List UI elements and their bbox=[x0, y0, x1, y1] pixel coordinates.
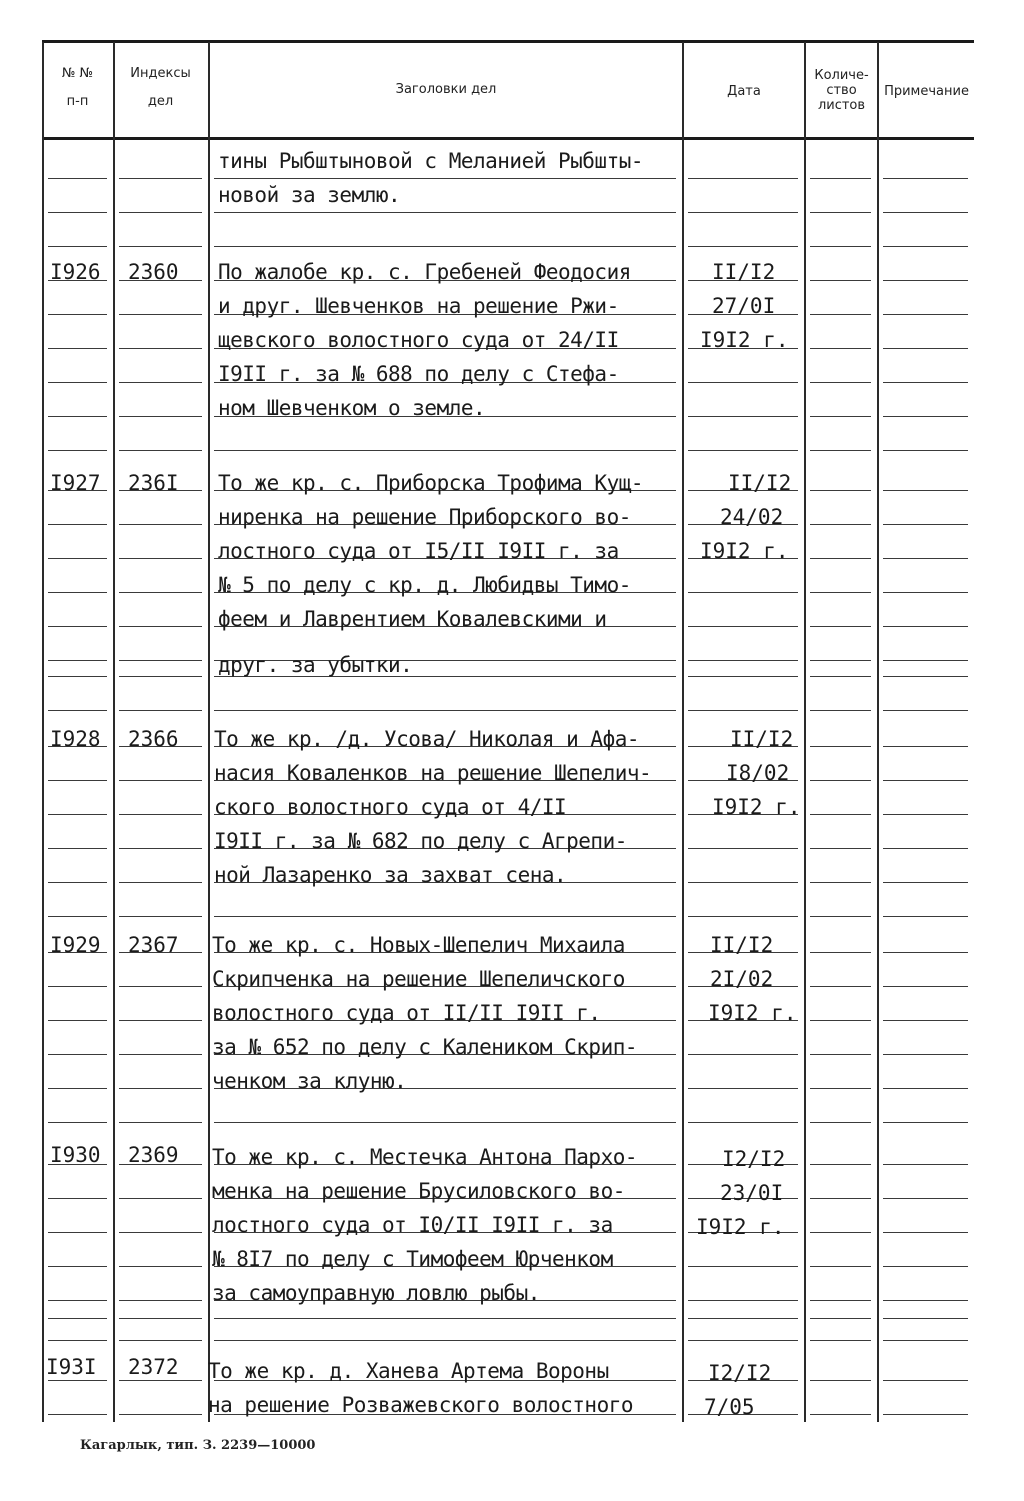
ruled-line bbox=[883, 1088, 968, 1089]
entry-line: То же кр. д. Ханева Артема Вороны bbox=[208, 1359, 609, 1383]
ruled-line bbox=[48, 524, 107, 525]
ruled-line bbox=[883, 1054, 968, 1055]
ruled-line bbox=[48, 314, 107, 315]
ruled-line bbox=[48, 1088, 107, 1089]
ruled-line bbox=[810, 626, 871, 627]
ruled-line bbox=[48, 710, 107, 711]
ruled-line bbox=[119, 676, 202, 677]
entry-date: 27/0I bbox=[712, 294, 776, 318]
ruled-line bbox=[883, 1340, 968, 1341]
ruled-line bbox=[810, 986, 871, 987]
header-note: Примечание bbox=[884, 84, 969, 99]
header-sheet-count bbox=[806, 68, 877, 113]
ruled-line bbox=[810, 382, 871, 383]
entry-date: I9I2 г. bbox=[696, 1215, 785, 1239]
ruled-line bbox=[883, 524, 968, 525]
ruled-line bbox=[883, 212, 968, 213]
column-divider bbox=[682, 42, 684, 1422]
ruled-line bbox=[810, 450, 871, 451]
entry-date: 7/05 bbox=[704, 1395, 755, 1419]
ruled-line bbox=[883, 626, 968, 627]
entry-line: друг. за убытки. bbox=[218, 653, 413, 677]
ruled-line bbox=[48, 1232, 107, 1233]
ruled-line bbox=[688, 178, 798, 179]
ruled-line bbox=[214, 212, 676, 213]
ruled-line bbox=[119, 1414, 202, 1415]
ruled-line bbox=[883, 178, 968, 179]
ruled-line bbox=[119, 626, 202, 627]
entry-line: новой за землю. bbox=[218, 183, 401, 207]
header-count-line3: листов bbox=[817, 98, 866, 113]
ruled-line bbox=[48, 660, 107, 661]
entry-line: лостного суда от I0/II I9II г. за bbox=[212, 1213, 613, 1237]
ruled-line bbox=[119, 558, 202, 559]
ruled-line bbox=[119, 450, 202, 451]
ruled-line bbox=[48, 882, 107, 883]
ruled-line bbox=[119, 348, 202, 349]
ruled-line bbox=[810, 558, 871, 559]
entry-line: № 8I7 по делу с Тимофеем Юрченком bbox=[212, 1247, 613, 1271]
entry-date: I9I2 г. bbox=[708, 1001, 797, 1025]
header-bottom-border bbox=[42, 137, 974, 140]
header-number bbox=[42, 66, 113, 110]
ruled-line bbox=[883, 882, 968, 883]
ruled-line bbox=[810, 882, 871, 883]
ruled-line bbox=[688, 1266, 798, 1267]
ruled-line bbox=[810, 178, 871, 179]
ruled-line bbox=[688, 1088, 798, 1089]
entry-index: 236I bbox=[128, 471, 179, 495]
ruled-line bbox=[810, 1054, 871, 1055]
ruled-line bbox=[810, 660, 871, 661]
entry-line: лостного суда от I5/II I9II г. за bbox=[218, 539, 619, 563]
ruled-line bbox=[883, 490, 968, 491]
entry-line: тины Рыбштыновой с Меланией Рыбшты- bbox=[218, 149, 644, 173]
ruled-line bbox=[883, 814, 968, 815]
ruled-line bbox=[119, 1088, 202, 1089]
entry-date: I9I2 г. bbox=[700, 328, 789, 352]
ruled-line bbox=[810, 212, 871, 213]
entry-line: насия Коваленков на решение Шепелич- bbox=[214, 761, 652, 785]
table-top-border bbox=[42, 40, 974, 43]
ruled-line bbox=[119, 710, 202, 711]
ruled-line bbox=[48, 450, 107, 451]
entry-number: I927 bbox=[50, 471, 101, 495]
ruled-line bbox=[119, 1198, 202, 1199]
ruled-line bbox=[688, 450, 798, 451]
header-number-line1: № № bbox=[61, 66, 94, 81]
ruled-line bbox=[688, 382, 798, 383]
header-count-line2: ство bbox=[826, 83, 857, 98]
ruled-line bbox=[48, 1414, 107, 1415]
ruled-line bbox=[688, 1300, 798, 1301]
entry-line: волостного суда от II/II I9II г. bbox=[212, 1001, 601, 1025]
ruled-line bbox=[119, 382, 202, 383]
ruled-line bbox=[48, 626, 107, 627]
entry-line: за № 652 по делу с Калеником Скрип- bbox=[212, 1035, 638, 1059]
ruled-line bbox=[119, 592, 202, 593]
entry-line: ном Шевченком о земле. bbox=[218, 396, 486, 420]
ruled-line bbox=[883, 246, 968, 247]
ruled-line bbox=[119, 1300, 202, 1301]
ruled-line bbox=[48, 1198, 107, 1199]
ruled-line bbox=[48, 348, 107, 349]
ruled-line bbox=[214, 450, 676, 451]
ruled-line bbox=[48, 814, 107, 815]
entry-number: I929 bbox=[50, 933, 101, 957]
entry-line: ниренка на решение Приборского во- bbox=[218, 505, 631, 529]
ruled-line bbox=[883, 952, 968, 953]
ruled-line bbox=[119, 848, 202, 849]
ruled-line bbox=[883, 416, 968, 417]
ruled-line bbox=[883, 746, 968, 747]
ruled-line bbox=[883, 780, 968, 781]
ruled-line bbox=[810, 746, 871, 747]
ruled-line bbox=[119, 814, 202, 815]
entry-line: ной Лазаренко за захват сена. bbox=[214, 863, 567, 887]
ruled-line bbox=[883, 280, 968, 281]
ruled-line bbox=[214, 1318, 676, 1319]
ruled-line bbox=[883, 848, 968, 849]
ruled-line bbox=[119, 178, 202, 179]
entry-date: II/I2 bbox=[710, 933, 774, 957]
entry-line: ского волостного суда от 4/II bbox=[214, 795, 567, 819]
print-footer: Кагарлык, тип. З. 2239—10000 bbox=[80, 1438, 316, 1453]
ruled-line bbox=[48, 848, 107, 849]
ruled-line bbox=[119, 1232, 202, 1233]
entry-line: Скрипченка на решение Шепеличского bbox=[212, 967, 625, 991]
ruled-line bbox=[883, 1266, 968, 1267]
ruled-line bbox=[214, 916, 676, 917]
ruled-line bbox=[688, 676, 798, 677]
entry-index: 2360 bbox=[128, 260, 179, 284]
ruled-line bbox=[883, 710, 968, 711]
ruled-line bbox=[810, 1198, 871, 1199]
entry-date: I9I2 г. bbox=[712, 795, 801, 819]
ruled-line bbox=[883, 660, 968, 661]
ruled-line bbox=[883, 916, 968, 917]
ruled-line bbox=[119, 1318, 202, 1319]
ruled-line bbox=[688, 1318, 798, 1319]
ruled-line bbox=[883, 1380, 968, 1381]
ruled-line bbox=[688, 916, 798, 917]
ruled-line bbox=[810, 710, 871, 711]
ruled-line bbox=[119, 1266, 202, 1267]
ruled-line bbox=[48, 1300, 107, 1301]
entry-line: феем и Лаврентием Ковалевскими и bbox=[218, 607, 607, 631]
ruled-line bbox=[810, 490, 871, 491]
ruled-line bbox=[883, 1164, 968, 1165]
ruled-line bbox=[810, 848, 871, 849]
ruled-line bbox=[883, 1122, 968, 1123]
entry-line: за самоуправную ловлю рыбы. bbox=[212, 1281, 540, 1305]
ruled-line bbox=[883, 1414, 968, 1415]
ruled-line bbox=[48, 986, 107, 987]
entry-line: I9II г. за № 688 по делу с Стефа- bbox=[218, 362, 619, 386]
ruled-line bbox=[810, 916, 871, 917]
header-date: Дата bbox=[727, 84, 761, 99]
entry-date: II/I2 bbox=[730, 727, 794, 751]
ruled-line bbox=[119, 212, 202, 213]
ruled-line bbox=[688, 660, 798, 661]
entry-index: 2366 bbox=[128, 727, 179, 751]
ruled-line bbox=[810, 676, 871, 677]
entry-index: 2372 bbox=[128, 1355, 179, 1379]
ruled-line bbox=[214, 1122, 676, 1123]
ruled-line bbox=[688, 416, 798, 417]
ruled-line bbox=[48, 558, 107, 559]
entry-line: на решение Розважевского волостного bbox=[208, 1393, 634, 1417]
entry-index: 2367 bbox=[128, 933, 179, 957]
header-index-line2: дел bbox=[147, 94, 174, 109]
ruled-line bbox=[48, 178, 107, 179]
ruled-line bbox=[119, 1122, 202, 1123]
ruled-line bbox=[810, 314, 871, 315]
ruled-line bbox=[810, 1122, 871, 1123]
ruled-line bbox=[810, 592, 871, 593]
ruled-line bbox=[688, 626, 798, 627]
entry-number: I928 bbox=[50, 727, 101, 751]
ruled-line bbox=[119, 986, 202, 987]
ruled-line bbox=[119, 1020, 202, 1021]
entry-line: То же кр. с. Местечка Антона Пархо- bbox=[212, 1145, 638, 1169]
entry-number: I93I bbox=[46, 1355, 97, 1379]
ruled-line bbox=[883, 558, 968, 559]
ruled-line bbox=[119, 1340, 202, 1341]
ruled-line bbox=[883, 1198, 968, 1199]
column-divider bbox=[208, 42, 210, 1422]
ruled-line bbox=[810, 1414, 871, 1415]
ruled-line bbox=[48, 212, 107, 213]
ruled-line bbox=[810, 1088, 871, 1089]
ruled-line bbox=[214, 246, 676, 247]
entry-line: I9II г. за № 682 по делу с Агрепи- bbox=[214, 829, 627, 853]
ruled-line bbox=[48, 1054, 107, 1055]
entry-date: II/I2 bbox=[712, 260, 776, 284]
ruled-line bbox=[688, 848, 798, 849]
ruled-line bbox=[48, 916, 107, 917]
ruled-line bbox=[119, 660, 202, 661]
ruled-line bbox=[688, 882, 798, 883]
ruled-line bbox=[48, 1122, 107, 1123]
header-index bbox=[113, 66, 208, 110]
ruled-line bbox=[214, 710, 676, 711]
ruled-line bbox=[688, 1054, 798, 1055]
ruled-line bbox=[883, 382, 968, 383]
ruled-line bbox=[48, 382, 107, 383]
ruled-line bbox=[810, 1380, 871, 1381]
entry-line: То же кр. /д. Усова/ Николая и Афа- bbox=[214, 727, 640, 751]
ruled-line bbox=[810, 1340, 871, 1341]
ruled-line bbox=[119, 314, 202, 315]
entry-date: I2/I2 bbox=[722, 1147, 786, 1171]
ruled-line bbox=[688, 1122, 798, 1123]
ruled-line bbox=[119, 916, 202, 917]
ruled-line bbox=[810, 1164, 871, 1165]
ruled-line bbox=[810, 348, 871, 349]
ruled-line bbox=[688, 212, 798, 213]
ruled-line bbox=[883, 592, 968, 593]
entry-index: 2369 bbox=[128, 1143, 179, 1167]
entry-number: I926 bbox=[50, 260, 101, 284]
ruled-line bbox=[214, 1340, 676, 1341]
entry-date: I2/I2 bbox=[708, 1361, 772, 1385]
column-divider bbox=[42, 42, 44, 1422]
entry-date: 24/02 bbox=[720, 505, 784, 529]
ruled-line bbox=[810, 1266, 871, 1267]
ruled-line bbox=[48, 1318, 107, 1319]
ruled-line bbox=[810, 1232, 871, 1233]
column-divider bbox=[804, 42, 806, 1422]
column-divider bbox=[877, 42, 879, 1422]
entry-date: I9I2 г. bbox=[700, 539, 789, 563]
ruled-line bbox=[119, 780, 202, 781]
ruled-line bbox=[119, 882, 202, 883]
header-index-line1: Индексы bbox=[130, 66, 191, 81]
ruled-line bbox=[48, 592, 107, 593]
entry-line: № 5 по делу с кр. д. Любидвы Тимо- bbox=[218, 573, 631, 597]
ruled-line bbox=[688, 592, 798, 593]
entry-line: То же кр. с. Новых-Шепелич Михаила bbox=[212, 933, 625, 957]
ruled-line bbox=[48, 1340, 107, 1341]
ruled-line bbox=[688, 710, 798, 711]
ruled-line bbox=[119, 524, 202, 525]
header-number-line2: п-п bbox=[66, 94, 89, 109]
ruled-line bbox=[119, 246, 202, 247]
ruled-line bbox=[688, 1340, 798, 1341]
ruled-line bbox=[119, 416, 202, 417]
ruled-line bbox=[883, 1300, 968, 1301]
ruled-line bbox=[883, 1232, 968, 1233]
header-titles: Заголовки дел bbox=[395, 82, 497, 97]
entry-line: щевского волостного суда от 24/II bbox=[218, 328, 619, 352]
ruled-line bbox=[883, 986, 968, 987]
ruled-line bbox=[810, 416, 871, 417]
ruled-line bbox=[810, 952, 871, 953]
header-count-line1: Количе- bbox=[814, 68, 869, 83]
ruled-line bbox=[119, 1054, 202, 1055]
column-divider bbox=[113, 42, 115, 1422]
ruled-line bbox=[48, 780, 107, 781]
entry-number: I930 bbox=[50, 1143, 101, 1167]
ruled-line bbox=[48, 246, 107, 247]
ruled-line bbox=[883, 348, 968, 349]
ruled-line bbox=[810, 246, 871, 247]
ruled-line bbox=[883, 450, 968, 451]
ruled-line bbox=[810, 780, 871, 781]
entry-line: То же кр. с. Приборска Трофима Кущ- bbox=[218, 471, 644, 495]
ruled-line bbox=[810, 1300, 871, 1301]
entry-line: менка на решение Брусиловского во- bbox=[212, 1179, 625, 1203]
entry-line: По жалобе кр. с. Гребеней Феодосия bbox=[218, 260, 631, 284]
ruled-line bbox=[883, 1020, 968, 1021]
ruled-line bbox=[810, 1318, 871, 1319]
ruled-line bbox=[810, 280, 871, 281]
ruled-line bbox=[48, 676, 107, 677]
ruled-line bbox=[810, 814, 871, 815]
ruled-line bbox=[688, 246, 798, 247]
ruled-line bbox=[810, 1020, 871, 1021]
ruled-line bbox=[48, 1266, 107, 1267]
entry-date: II/I2 bbox=[728, 471, 792, 495]
entry-line: и друг. Шевченков на решение Ржи- bbox=[218, 294, 619, 318]
ruled-line bbox=[883, 1318, 968, 1319]
ruled-line bbox=[883, 676, 968, 677]
ruled-line bbox=[810, 524, 871, 525]
entry-date: 2I/02 bbox=[710, 967, 774, 991]
entry-date: 23/0I bbox=[720, 1181, 784, 1205]
ruled-line bbox=[48, 416, 107, 417]
ruled-line bbox=[883, 314, 968, 315]
ruled-line bbox=[48, 1020, 107, 1021]
entry-date: I8/02 bbox=[726, 761, 790, 785]
entry-line: ченком за клуню. bbox=[212, 1069, 407, 1093]
